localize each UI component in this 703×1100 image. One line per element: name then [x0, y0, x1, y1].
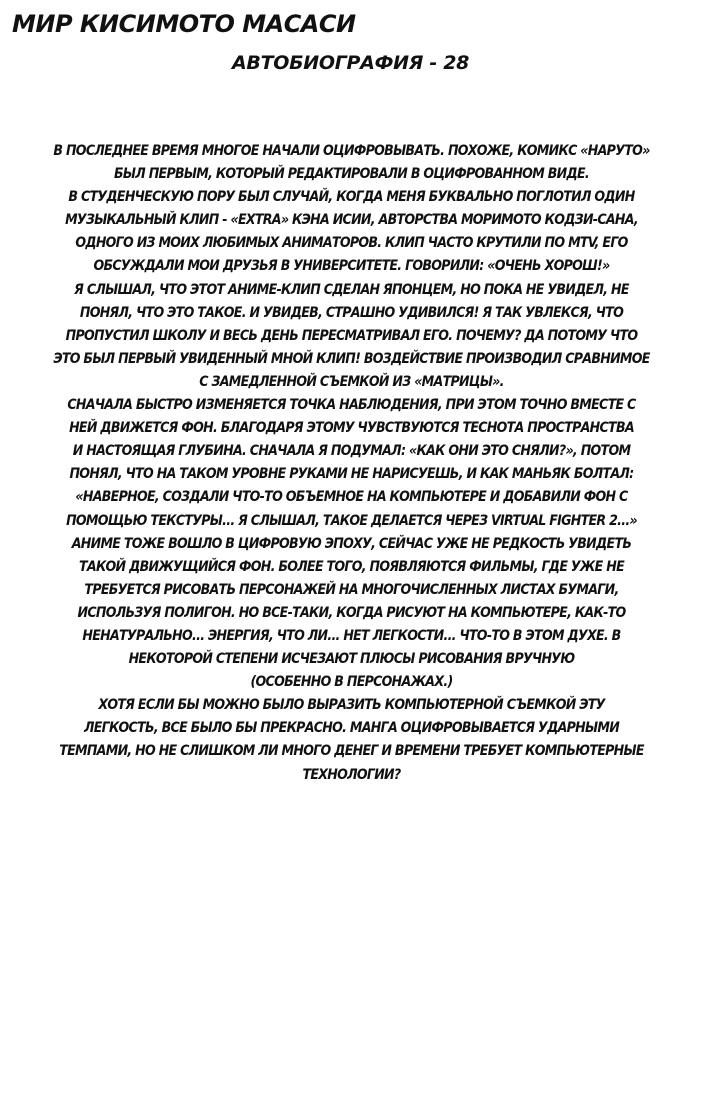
article-line: «НАВЕРНОЕ, СОЗДАЛИ ЧТО-ТО ОБЪЕМНОЕ НА КОМПЬЮТЕРЕ И ДОБАВИЛИ ФОН С — [75, 489, 628, 506]
article-line: БЫЛ ПЕРВЫМ, КОТОРЫЙ РЕДАКТИРОВАЛИ В ОЦИФРОВАННОМ ВИДЕ. — [114, 166, 589, 183]
article-line: ПОНЯЛ, ЧТО ЭТО ТАКОЕ. И УВИДЕВ, СТРАШНО УДИВИЛСЯ! Я ТАК УВЛЕКСЯ, ЧТО — [79, 304, 624, 321]
article-body — [8, 140, 695, 787]
article-line: И НАСТОЯЩАЯ ГЛУБИНА. СНАЧАЛА Я ПОДУМАЛ: «КАК ОНИ ЭТО СНЯЛИ?», ПОТОМ — [72, 443, 631, 460]
article-line: В ПОСЛЕДНЕЕ ВРЕМЯ МНОГОЕ НАЧАЛИ ОЦИФРОВЫВАТЬ. ПОХОЖЕ, КОМИКС «НАРУТО» — [53, 143, 650, 159]
article-line: ЭТО БЫЛ ПЕРВЫЙ УВИДЕННЫЙ МНОЙ КЛИП! ВОЗДЕЙСТВИЕ ПРОИЗВОДИЛ СРАВНИМОЕ — [53, 350, 650, 367]
article-line: С ЗАМЕДЛЕННОЙ СЪЕМКОЙ ИЗ «МАТРИЦЫ». — [199, 373, 504, 390]
article-line: ХОТЯ ЕСЛИ БЫ МОЖНО БЫЛО ВЫРАЗИТЬ КОМПЬЮТЕРНОЙ СЪЕМКОЙ ЭТУ — [98, 697, 605, 714]
article-line: НЕКОТОРОЙ СТЕПЕНИ ИСЧЕЗАЮТ ПЛЮСЫ РИСОВАНИЯ ВРУЧНУЮ — [128, 651, 575, 668]
article-line: АНИМЕ ТОЖЕ ВОШЛО В ЦИФРОВУЮ ЭПОХУ, СЕЙЧАС УЖЕ НЕ РЕДКОСТЬ УВИДЕТЬ — [71, 535, 632, 552]
article-line: ИСПОЛЬЗУЯ ПОЛИГОН. НО ВСЕ-ТАКИ, КОГДА РИСУЮТ НА КОМПЬЮТЕРЕ, КАК-ТО — [77, 604, 626, 621]
article-line: Я СЛЫШАЛ, ЧТО ЭТОТ АНИМЕ-КЛИП СДЕЛАН ЯПОНЦЕМ, НО ПОКА НЕ УВИДЕЛ, НЕ — [74, 281, 629, 298]
article-line: ПОМОЩЬЮ ТЕКСТУРЫ... Я СЛЫШАЛ, ТАКОЕ ДЕЛАЕТСЯ ЧЕРЕЗ VIRTUAL FIGHTER 2...» — [66, 512, 637, 529]
article-line: НЕЙ ДВИЖЕТСЯ ФОН. БЛАГОДАРЯ ЭТОМУ ЧУВСТВУЮТСЯ ТЕСНОТА ПРОСТРАНСТВА — [69, 420, 634, 437]
article-line: СНАЧАЛА БЫСТРО ИЗМЕНЯЕТСЯ ТОЧКА НАБЛЮДЕНИЯ, ПРИ ЭТОМ ТОЧНО ВМЕСТЕ С — [67, 397, 636, 414]
article-line: ПОНЯЛ, ЧТО НА ТАКОМ УРОВНЕ РУКАМИ НЕ НАРИСУЕШЬ, И КАК МАНЬЯК БОЛТАЛ: — [69, 466, 634, 483]
page-subtitle: АВТОБИОГРАФИЯ - 28 — [232, 52, 470, 74]
article-line: (ОСОБЕННО В ПЕРСОНАЖАХ.) — [250, 674, 453, 691]
page-title: МИР КИСИМОТО МАСАСИ — [12, 10, 356, 38]
article-line: ПРОПУСТИЛ ШКОЛУ И ВЕСЬ ДЕНЬ ПЕРЕСМАТРИВАЛ ЕГО. ПОЧЕМУ? ДА ПОТОМУ ЧТО — [65, 327, 638, 344]
article-line: ОДНОГО ИЗ МОИХ ЛЮБИМЫХ АНИМАТОРОВ. КЛИП ЧАСТО КРУТИЛИ ПО MTV, ЕГО — [75, 235, 628, 252]
article-line: ТЕХНОЛОГИИ? — [302, 766, 401, 783]
article-line: ТЕМПАМИ, НО НЕ СЛИШКОМ ЛИ МНОГО ДЕНЕГ И ВРЕМЕНИ ТРЕБУЕТ КОМПЬЮТЕРНЫЕ — [59, 743, 644, 760]
article-line: НЕНАТУРАЛЬНО... ЭНЕРГИЯ, ЧТО ЛИ... НЕТ ЛЕГКОСТИ... ЧТО-ТО В ЭТОМ ДУХЕ. В — [82, 627, 621, 644]
article-line: ТАКОЙ ДВИЖУЩИЙСЯ ФОН. БОЛЕЕ ТОГО, ПОЯВЛЯЮТСЯ ФИЛЬМЫ, ГДЕ УЖЕ НЕ — [79, 558, 624, 575]
article-line: МУЗЫКАЛЬНЫЙ КЛИП - «EXTRA» КЭНА ИСИИ, АВТОРСТВА МОРИМОТО КОДЗИ-САНА, — [65, 212, 638, 229]
article-line: ОБСУЖДАЛИ МОИ ДРУЗЬЯ В УНИВЕРСИТЕТЕ. ГОВОРИЛИ: «ОЧЕНЬ ХОРОШ!» — [93, 258, 610, 275]
article-line: В СТУДЕНЧЕСКУЮ ПОРУ БЫЛ СЛУЧАЙ, КОГДА МЕНЯ БУКВАЛЬНО ПОГЛОТИЛ ОДИН — [68, 189, 635, 206]
article-line: ТРЕБУЕТСЯ РИСОВАТЬ ПЕРСОНАЖЕЙ НА МНОГОЧИСЛЕННЫХ ЛИСТАХ БУМАГИ, — [84, 581, 619, 598]
article-line: ЛЕГКОСТЬ, ВСЕ БЫЛО БЫ ПРЕКРАСНО. МАНГА ОЦИФРОВЫВАЕТСЯ УДАРНЫМИ — [83, 720, 620, 737]
